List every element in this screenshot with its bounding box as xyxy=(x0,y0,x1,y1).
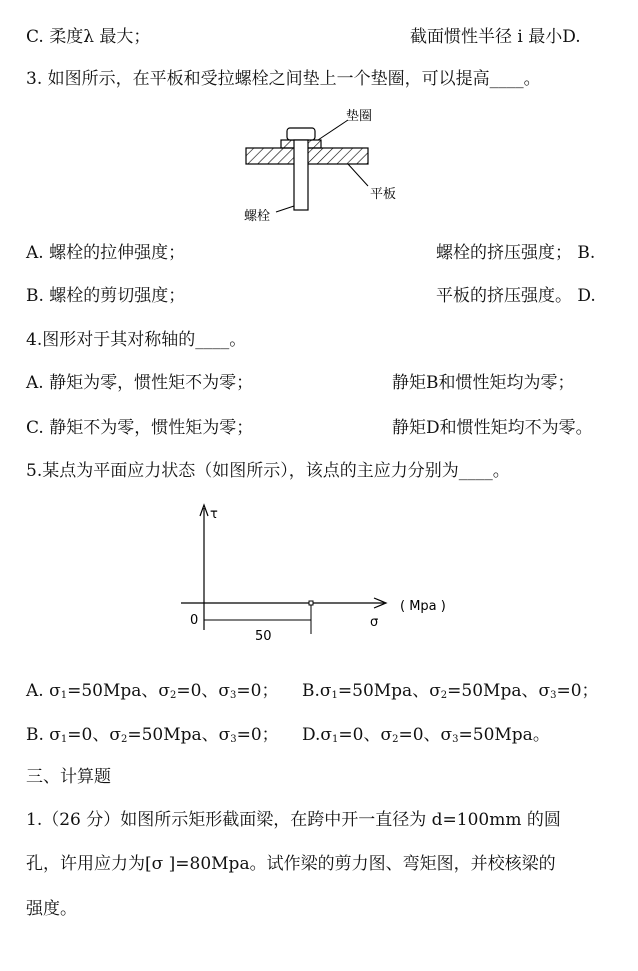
option-c-left: C. 柔度λ 最大； xyxy=(26,27,151,47)
q5-option-b1: $B.\sigma_1=50Mpa$、$\sigma_2=50Mpa$、$\sigma_3=0$； xyxy=(302,681,599,701)
bolt-shank-shape xyxy=(294,140,308,210)
option-c-right: 截面惯性半径 i 最小D. xyxy=(410,27,581,47)
q3-option-b-left: B. 螺栓的剪切强度； xyxy=(26,286,186,306)
question-5: 5.某点为平面应力状态（如图所示），该点的主应力分别为____。 xyxy=(26,461,510,481)
dimension-label: 50 xyxy=(255,629,272,644)
tau-label: τ xyxy=(210,507,218,522)
q4-option-a-left: A. 静矩为零，惯性矩不为零； xyxy=(26,373,254,393)
bolt-label: 螺栓 xyxy=(244,209,271,224)
q3-option-b-right: 平板的挤压强度。 D. xyxy=(436,286,596,306)
q5-option-b2: B. $\sigma_1=0$、$\sigma_2=50Mpa$、$\sigma_3=0$； xyxy=(26,725,279,745)
q4-option-c-right: 静矩D和惯性矩均不为零。 xyxy=(392,418,593,438)
bolt-washer-figure xyxy=(236,106,416,226)
origin-label: 0 xyxy=(190,613,199,628)
calc1-line1: 1.（26 分）如图所示矩形截面梁，在跨中开一直径为 d=100mm 的圆 xyxy=(26,810,561,830)
q5-option-d: $D.\sigma_1=0$、$\sigma_2=0$、$\sigma_3=50Mpa$。 xyxy=(302,725,550,745)
section-heading: 三、计算题 xyxy=(26,767,111,787)
question-3: 3. 如图所示，在平板和受拉螺栓之间垫上一个垫圈，可以提高____。 xyxy=(26,69,541,89)
plate-label: 平板 xyxy=(370,187,397,202)
unit-label: ( Mpa ) xyxy=(400,599,446,614)
question-4: 4.图形对于其对称轴的____。 xyxy=(26,330,247,350)
calc1-line3: 强度。 xyxy=(26,899,77,919)
bolt-head-shape xyxy=(287,128,315,140)
calc1-line2: 孔，许用应力为[σ ]=80Mpa。试作梁的剪力图、弯矩图，并校核梁的 xyxy=(26,854,556,874)
q4-option-c-left: C. 静矩不为零，惯性矩为零； xyxy=(26,418,254,438)
washer-label: 垫圈 xyxy=(346,109,373,124)
q3-option-a-left: A. 螺栓的拉伸强度； xyxy=(26,243,186,263)
q4-option-a-right: 静矩B和惯性矩均为零； xyxy=(392,373,575,393)
stress-point xyxy=(309,601,313,605)
q5-option-a: A. $\sigma_1=50Mpa$、$\sigma_2=0$、$\sigma_3=0$； xyxy=(26,681,279,701)
sigma-label: σ xyxy=(370,615,379,630)
stress-state-figure xyxy=(176,500,466,650)
q3-option-a-right: 螺栓的挤压强度； B. xyxy=(436,243,596,263)
